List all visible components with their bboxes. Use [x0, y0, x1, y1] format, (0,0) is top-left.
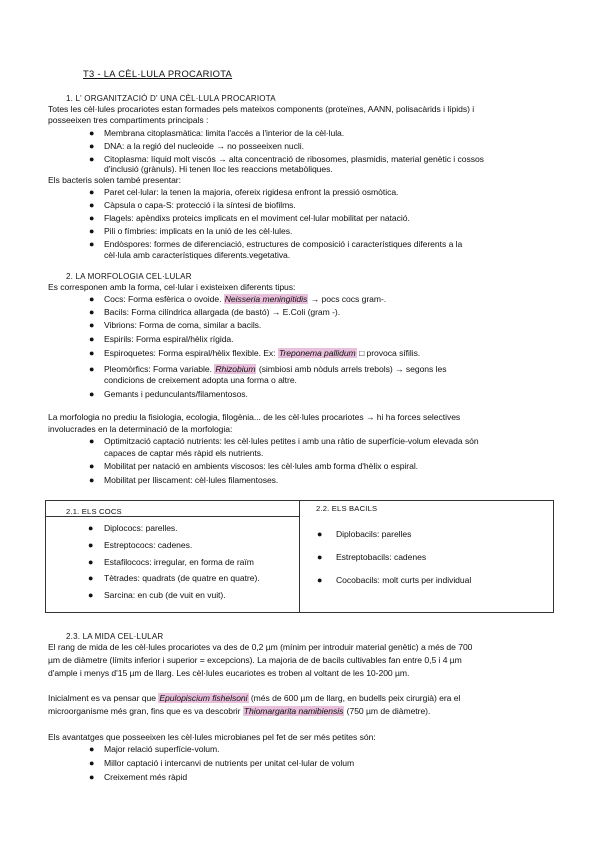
bullet-icon: ● — [88, 557, 94, 567]
bullet-icon: ● — [317, 575, 323, 585]
s2-selective-item: Optimització captació nutrients: les cèl·lules petites i amb una ràtio de superfície-volum elevada són — [104, 436, 479, 446]
s2-item-espiroquetes — [104, 348, 420, 359]
s2-item-gemants: Gemants i pedunculants/filamentosos. — [104, 389, 248, 399]
s3-paragraph-2-line-2 — [48, 706, 430, 717]
s1-bacteria-intro: Els bacteris solen també presentar: — [48, 175, 181, 185]
bullet-icon: ● — [89, 475, 95, 485]
bullet-icon: ● — [89, 200, 95, 210]
bullet-icon: ● — [89, 239, 95, 249]
bullet-icon: ● — [317, 529, 323, 539]
s3-paragraph-line-3: d'ample i menys d'15 µm de llarg. Les cèl·lules eucariotes es troben al voltant de les 10-200 µm. — [48, 668, 410, 678]
s1-intro-line-2: posseeixen tres compartiments principals : — [48, 115, 209, 125]
s1-bact-item: Endòspores: formes de diferenciació, estructures de composició i característiques diferents a la — [104, 239, 463, 249]
document-title: T3 - LA CÈL·LULA PROCARIOTA — [83, 68, 233, 79]
bullet-icon: ● — [89, 334, 95, 344]
bacils-item: Estreptobacils: cadenes — [336, 552, 427, 562]
s1-item: DNA: a la regió del nucleoide → no posseeixen nucli. — [104, 141, 304, 151]
cocs-species-highlight: Neisseria meningitidis — [224, 294, 308, 304]
bullet-icon: ● — [89, 213, 95, 223]
s1-bact-item-cont: cèl·lula amb característiques diferents.vegetativa. — [104, 250, 291, 260]
bullet-icon: ● — [89, 436, 95, 446]
bullet-icon: ● — [317, 552, 323, 562]
s1-bact-item: Flagels: apèndixs proteics implicats en el moviment cel·lular mobilitat per natació. — [104, 213, 410, 223]
section-1-heading: 1. L' ORGANITZACIÓ D' UNA CÈL·LULA PROCARIOTA — [66, 94, 276, 103]
cocs-heading: 2.1. ELS COCS — [66, 507, 122, 516]
bullet-icon: ● — [89, 320, 95, 330]
cocs-item: Estafilococs: irregular, en forma de raïm — [104, 557, 254, 567]
espiroquetes-text: Espiroquetes: Forma espiral/hèlix flexible. Ex: — [104, 348, 276, 358]
pleomorfics-note: (simbiosi amb nòduls arrels trebols) → segons les — [258, 364, 447, 374]
pleomorfics-text: Pleomòrfics: Forma variable. — [104, 364, 212, 374]
cocs-item: Estreptococs: cadenes. — [104, 540, 193, 550]
s1-item: Membrana citoplasmàtica: limita l'accés a l'interior de la cèl·lula. — [104, 128, 345, 138]
s2-item-espirils: Espirils: Forma espiral/hèlix rígida. — [104, 334, 234, 344]
bullet-icon: ● — [89, 141, 95, 151]
s2-paragraph-line-2: involucrades en la determinació de la morfologia: — [48, 424, 233, 434]
s1-intro-line-1: Totes les cèl·lules procariotes estan formades pels mateixos components (proteïnes, AANN, polisacàrids i lípids) i — [48, 104, 475, 114]
section-2-3-heading: 2.3. LA MIDA CEL·LULAR — [66, 632, 164, 641]
s3-advantage-item: Creixement més ràpid — [104, 772, 188, 782]
s2-item-bacils: Bacils: Forma cilíndrica allargada (de bastó) → E.Coli (gram -). — [104, 307, 341, 317]
thiomargarita-note: (750 µm de diàmetre). — [346, 706, 431, 716]
bullet-icon: ● — [89, 364, 95, 374]
bullet-icon: ● — [89, 348, 95, 358]
bullet-icon: ● — [89, 294, 95, 304]
bullet-icon: ● — [89, 187, 95, 197]
bullet-icon: ● — [89, 226, 95, 236]
pleomorfics-species-highlight: Rhizobium — [215, 364, 256, 374]
cocs-note: → pocs cocs gram-. — [310, 294, 387, 304]
s1-bact-item: Pili o fímbries: implicats en la unió de les cèl·lules. — [104, 226, 293, 236]
s2-item-pleomorfics-cont: condicions de creixement adopta una forma o altre. — [104, 375, 297, 385]
cocs-text: Cocs: Forma esfèrica o ovoide. — [104, 294, 222, 304]
bullet-icon: ● — [88, 540, 94, 550]
bullet-icon: ● — [89, 772, 95, 782]
bullet-icon: ● — [88, 590, 94, 600]
s1-bact-item: Càpsula o capa-S: protecció i la síntesi de biofilms. — [104, 200, 296, 210]
s1-item: Citoplasma: líquid molt viscós → alta concentració de ribosomes, plasmidis, material genètic i cossos — [104, 154, 484, 164]
bacils-item: Cocobacils: molt curts per individual — [336, 575, 472, 585]
section-2-heading: 2. LA MORFOLOGIA CEL·LULAR — [66, 272, 192, 281]
s3-paragraph-line-1: El rang de mida de les cèl·lules procariotes va des de 0,2 µm (mínim per introduir material genètic) a més de 700 — [48, 642, 473, 652]
bacils-item: Diplobacils: parelles — [336, 529, 412, 539]
s2-paragraph-line-1: La morfologia no prediu la fisiologia, ecologia, filogènia... de les cèl·lules procariotes → hi ha forces selectives — [48, 412, 461, 422]
espiroquetes-note: provoca sífilis. — [366, 348, 421, 358]
bacils-heading: 2.2. ELS BACILS — [316, 504, 378, 513]
s2-item-vibrions: Vibrions: Forma de coma, similar a bacils. — [104, 320, 262, 330]
bullet-icon: ● — [89, 744, 95, 754]
s3-paragraph-2-line-1 — [48, 693, 460, 704]
bullet-icon: ● — [89, 758, 95, 768]
bullet-icon: ● — [88, 523, 94, 533]
s3-advantage-item: Millor captació i intercanvi de nutrients per unitat cel·lular de volum — [104, 758, 355, 768]
cocs-item: Tètrades: quadrats (de quatre en quatre). — [104, 573, 260, 583]
s2-selective-item-cont: capaces de captar més ràpid els nutrients. — [104, 448, 264, 458]
bullet-icon: ● — [89, 128, 95, 138]
s3-advantage-item: Major relació superfície-volum. — [104, 744, 220, 754]
bullet-icon: ● — [89, 154, 95, 164]
morphology-table — [45, 500, 554, 613]
table-column-divider — [299, 501, 300, 612]
epulo-text: Inicialment es va pensar que — [48, 693, 156, 703]
s3-advantages-intro: Els avantatges que posseeixen les cèl·lules microbianes pel fet de ser més petites són: — [48, 732, 376, 742]
box-glyph-icon: □ — [359, 348, 365, 358]
thiomargarita-text: microorganisme més gran, fins que es va descobrir — [48, 706, 241, 716]
s2-selective-item: Mobilitat per natació en ambients viscosos: les cèl·lules amb forma d'hèlix o espiral. — [104, 461, 419, 471]
s2-intro: Es corresponen amb la forma, cel·lular i existeixen diferents tipus: — [48, 282, 296, 292]
bullet-icon: ● — [89, 461, 95, 471]
cocs-item: Sarcina: en cub (de vuit en vuit). — [104, 590, 226, 600]
thiomargarita-highlight: Thiomargarita namibiensis — [243, 706, 344, 716]
s2-selective-item: Mobilitat per lliscament: cèl·lules filamentoses. — [104, 475, 279, 485]
s2-item-pleomorfics — [104, 364, 446, 375]
espiroquetes-species-highlight: Treponema pallidum — [278, 348, 356, 358]
s1-bact-item: Paret cel·lular: la tenen la majoria, ofereix rigidesa enfront la pressió osmòtica. — [104, 187, 399, 197]
epulopiscium-highlight: Epulopiscium fishelsoni — [159, 693, 248, 703]
s3-paragraph-line-2: µm de diàmetre (límits inferior i superior = excepcions). La majoria de de bacils cultivables fan entre 0,5 i 4 µm — [48, 655, 462, 665]
bullet-icon: ● — [89, 389, 95, 399]
s1-item-cont: d'inclusió (grànuls). Hi tenen lloc les reaccions metabòliques. — [104, 164, 333, 174]
cocs-item: Diplococs: parelles. — [104, 523, 178, 533]
s2-item-cocs — [104, 294, 386, 305]
bullet-icon: ● — [88, 573, 94, 583]
epulo-note: (més de 600 µm de llarg, en budells peix cirurgià) era el — [250, 693, 461, 703]
bullet-icon: ● — [89, 307, 95, 317]
